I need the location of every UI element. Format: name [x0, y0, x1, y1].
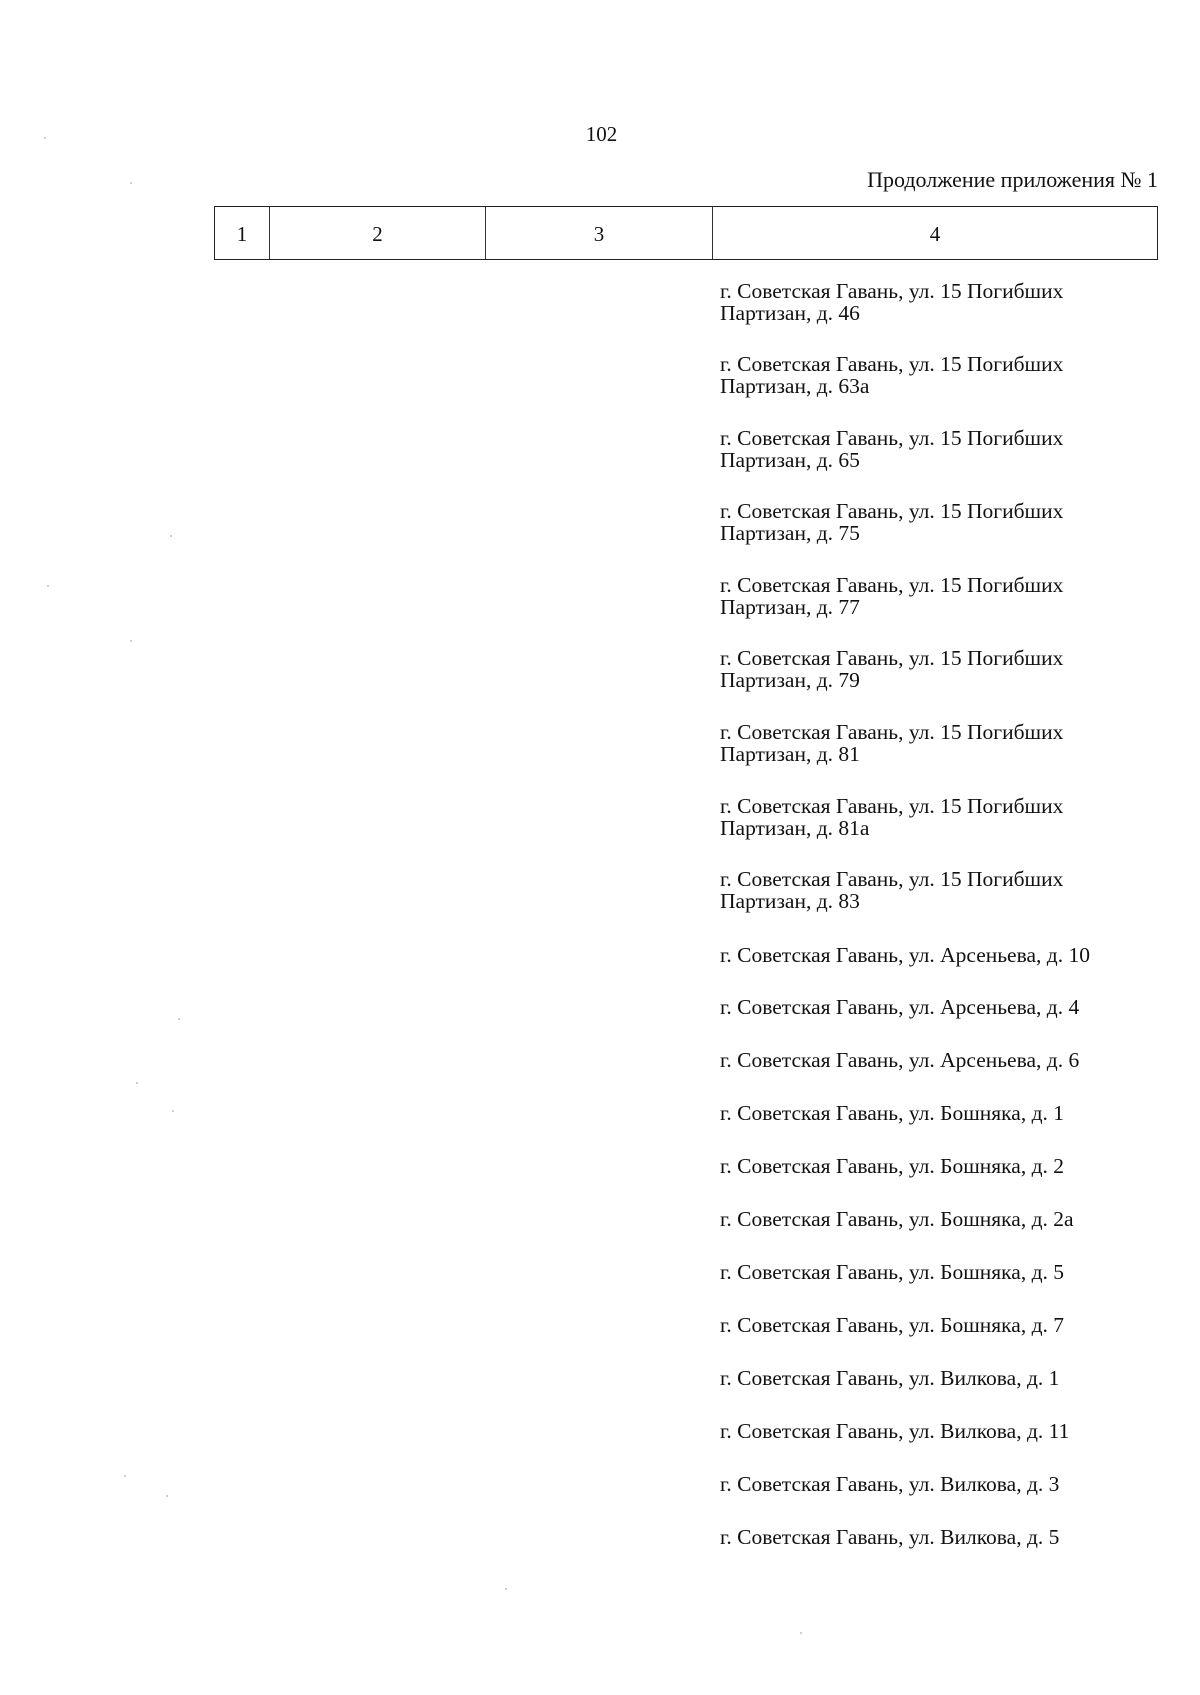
address-line: г. Советская Гавань, ул. Вилкова, д. 5 — [720, 1525, 1060, 1549]
address-line: Партизан, д. 65 — [720, 448, 860, 472]
address-entry — [720, 795, 1063, 839]
address-line: г. Советская Гавань, ул. Вилкова, д. 11 — [720, 1419, 1070, 1443]
address-line: г. Советская Гавань, ул. 15 Погибших — [720, 867, 1064, 891]
address-entry — [720, 1261, 1064, 1283]
address-line: г. Советская Гавань, ул. 15 Погибших — [720, 499, 1064, 523]
address-line: г. Советская Гавань, ул. Бошняка, д. 2а — [720, 1207, 1074, 1231]
appendix-caption: Продолжение приложения № 1 — [867, 167, 1158, 192]
address-line: г. Советская Гавань, ул. Арсеньева, д. 4 — [720, 995, 1080, 1019]
address-line: г. Советская Гавань, ул. 15 Погибших — [720, 794, 1064, 818]
scan-speck — [178, 1018, 180, 1020]
address-line: г. Советская Гавань, ул. 15 Погибших — [720, 573, 1064, 597]
address-entry — [720, 574, 1063, 618]
scan-speck — [130, 640, 132, 642]
address-line: Партизан, д. 46 — [720, 301, 860, 325]
address-line: Партизан, д. 79 — [720, 668, 860, 692]
address-entry — [720, 280, 1063, 324]
scan-speck — [172, 1110, 174, 1112]
address-line: г. Советская Гавань, ул. Бошняка, д. 1 — [720, 1101, 1065, 1125]
scan-speck — [170, 535, 172, 537]
scan-speck — [44, 137, 46, 139]
scan-speck — [136, 1082, 138, 1084]
address-entry — [720, 868, 1063, 912]
address-line: г. Советская Гавань, ул. 15 Погибших — [720, 720, 1064, 744]
address-entry — [720, 500, 1063, 544]
column-number-4: 4 — [929, 221, 941, 246]
address-line: Партизан, д. 63а — [720, 374, 870, 398]
scan-speck — [505, 1588, 507, 1590]
address-entry — [720, 1314, 1064, 1336]
address-entry — [720, 996, 1079, 1018]
address-entry — [720, 1208, 1074, 1230]
address-entry — [720, 353, 1063, 397]
address-line: Партизан, д. 81а — [720, 816, 870, 840]
address-line: г. Советская Гавань, ул. 15 Погибших — [720, 279, 1064, 303]
scan-speck — [124, 1475, 126, 1477]
address-entry — [720, 647, 1063, 691]
address-entry — [720, 1049, 1079, 1071]
address-entry — [720, 721, 1063, 765]
address-line: г. Советская Гавань, ул. Арсеньева, д. 6 — [720, 1048, 1080, 1072]
address-line: г. Советская Гавань, ул. Вилкова, д. 3 — [720, 1472, 1060, 1496]
address-entry — [720, 1367, 1059, 1389]
scan-speck — [800, 1632, 802, 1634]
page-number: 102 — [585, 122, 618, 146]
scan-speck — [166, 1495, 168, 1497]
address-line: Партизан, д. 81 — [720, 742, 860, 766]
address-entry — [720, 1102, 1064, 1124]
scan-speck — [47, 585, 49, 587]
address-entry — [720, 1420, 1069, 1442]
address-line: г. Советская Гавань, ул. Вилкова, д. 1 — [720, 1366, 1060, 1390]
table-header-row — [214, 206, 1158, 260]
column-number-3: 3 — [486, 207, 713, 259]
column-number-2: 2 — [270, 207, 486, 259]
address-entry — [720, 1473, 1059, 1495]
address-entry — [720, 427, 1063, 471]
address-line: г. Советская Гавань, ул. Бошняка, д. 2 — [720, 1154, 1065, 1178]
address-line: г. Советская Гавань, ул. Бошняка, д. 5 — [720, 1260, 1065, 1284]
address-entry — [720, 944, 1090, 966]
address-line: Партизан, д. 83 — [720, 889, 860, 913]
scan-speck — [130, 182, 132, 184]
address-line: г. Советская Гавань, ул. Арсеньева, д. 10 — [720, 943, 1090, 967]
column-number-1: 1 — [215, 207, 270, 259]
address-line: г. Советская Гавань, ул. Бошняка, д. 7 — [720, 1313, 1065, 1337]
address-line: Партизан, д. 75 — [720, 521, 860, 545]
address-entry — [720, 1155, 1064, 1177]
address-line: г. Советская Гавань, ул. 15 Погибших — [720, 646, 1064, 670]
address-entry — [720, 1526, 1059, 1548]
address-line: г. Советская Гавань, ул. 15 Погибших — [720, 352, 1064, 376]
address-line: г. Советская Гавань, ул. 15 Погибших — [720, 426, 1064, 450]
address-line: Партизан, д. 77 — [720, 595, 860, 619]
